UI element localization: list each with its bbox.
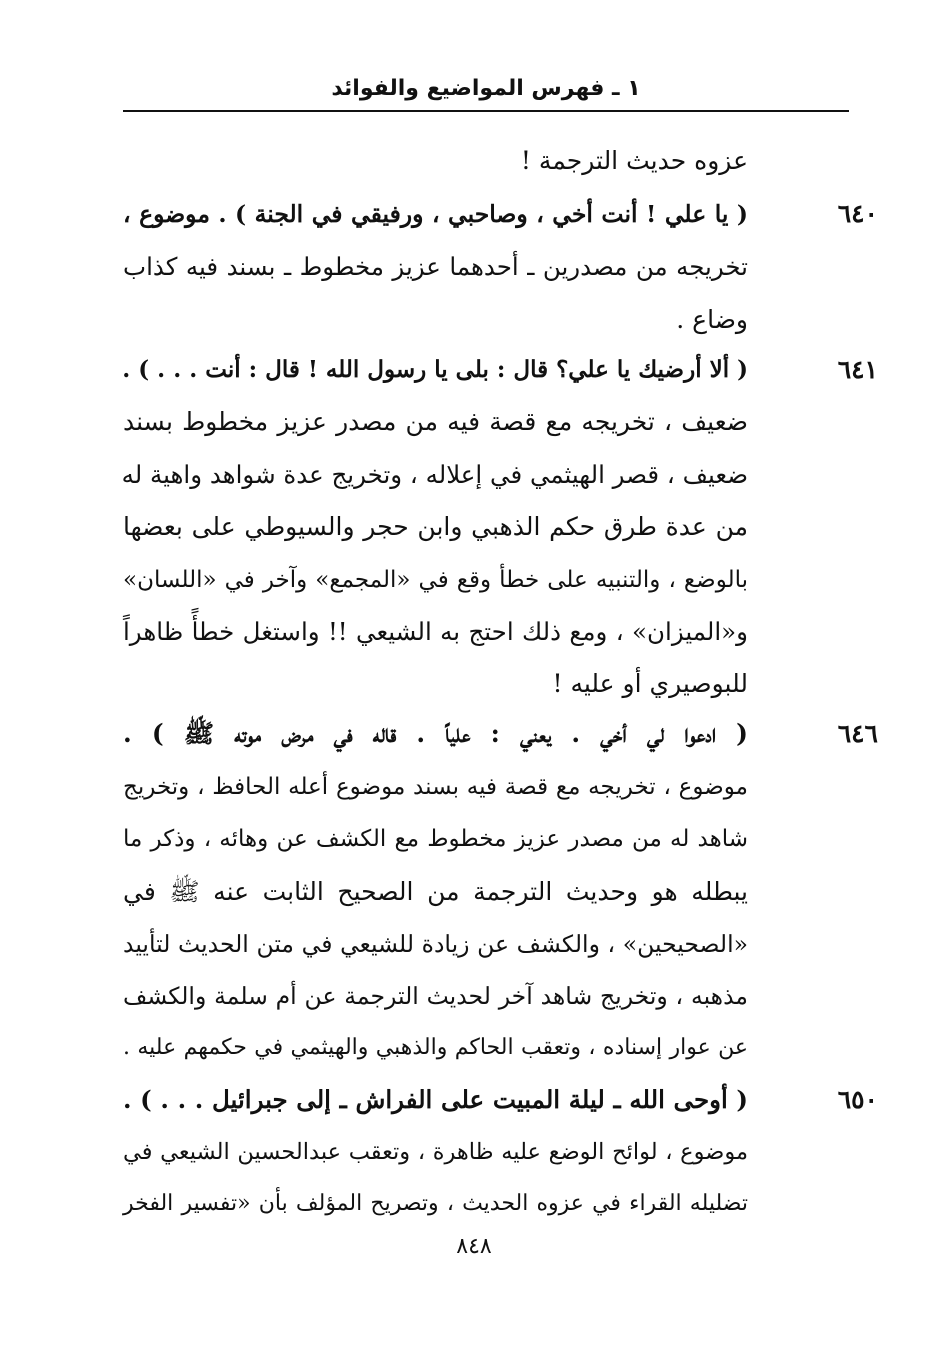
entry-line: مذهبه ، وتخريج شاهد آخر لحديث الترجمة عن أم سلمة والكشف bbox=[123, 982, 748, 1010]
entry-heading: ( ادعوا لي أخي . يعني : علياً . قاله في مرض موته ﷺ ) . bbox=[123, 719, 748, 748]
page-number: ٨٤٨ bbox=[456, 1234, 492, 1259]
entry-line: شاهد له من مصدر عزيز مخطوط مع الكشف عن وهائه ، وذكر ما bbox=[123, 826, 748, 852]
entry-line: ضعيف ، قصر الهيثمي في إعلاله ، وتخريج عدة شواهد واهية له bbox=[121, 460, 748, 489]
entry-line: من عدة طرق حكم الذهبي وابن حجر والسيوطي على بعضها bbox=[123, 512, 748, 541]
entry-line: تخريجه من مصدرين ـ أحدهما عزيز مخطوط ـ بسند فيه كذاب bbox=[123, 252, 748, 281]
entry-line: ضعيف ، تخريجه مع قصة فيه من مصدر عزيز مخطوط بسند bbox=[123, 407, 748, 436]
entry-heading: ( أوحى الله ـ ليلة المبيت على الفراش ـ إلى جبرائيل . . . ) . bbox=[123, 1085, 748, 1114]
entry-line: يبطله هو وحديث الترجمة من الصحيح الثابت عنه ﷺ في bbox=[123, 877, 748, 906]
entry-number: ٦٥٠ bbox=[837, 1085, 878, 1114]
entry-line: «الصحيحين» ، والكشف عن زيادة للشيعي في متن الحديث لتأييد bbox=[123, 930, 748, 958]
entry-line: موضوع ، لوائح الوضع عليه ظاهرة ، وتعقب عبدالحسين الشيعي في bbox=[123, 1139, 748, 1165]
header-rule bbox=[123, 110, 849, 112]
entry-line: عن عوار إسناده ، وتعقب الحاكم والذهبي والهيثمي في حكمهم عليه . bbox=[123, 1035, 748, 1060]
entry-line: وضاع . bbox=[676, 305, 748, 334]
entry-line: للبوصيري أو عليه ! bbox=[552, 669, 748, 698]
entry-number: ٦٤٦ bbox=[837, 719, 878, 748]
intro-line: عزوه حديث الترجمة ! bbox=[520, 146, 748, 175]
entry-line: بالوضع ، والتنبيه على خطأ وقع في «المجمع» وآخر في «اللسان» bbox=[123, 567, 748, 593]
entry-number: ٦٤١ bbox=[837, 355, 878, 384]
entry-heading: ( ألا أرضيك يا علي؟ قال : بلى يا رسول الله ! قال : أنت . . . ) . bbox=[122, 356, 748, 383]
entry-number: ٦٤٠ bbox=[837, 199, 878, 228]
entry-line: موضوع ، تخريجه مع قصة فيه بسند موضوع أعله الحافظ ، وتخريج bbox=[123, 774, 749, 800]
running-header: ١ ـ فهرس المواضيع والفوائد bbox=[331, 76, 641, 101]
entry-heading: ( يا علي ! أنت أخي ، وصاحبي ، ورفيقي في الجنة ) . موضوع ، bbox=[123, 200, 748, 228]
entry-line: تضليله القراء في عزوه الحديث ، وتصريح المؤلف بأن «تفسير الفخر bbox=[123, 1191, 748, 1216]
entry-line: و«الميزان» ، ومع ذلك احتج به الشيعي !! واستغل خطأً ظاهراً bbox=[123, 617, 748, 646]
